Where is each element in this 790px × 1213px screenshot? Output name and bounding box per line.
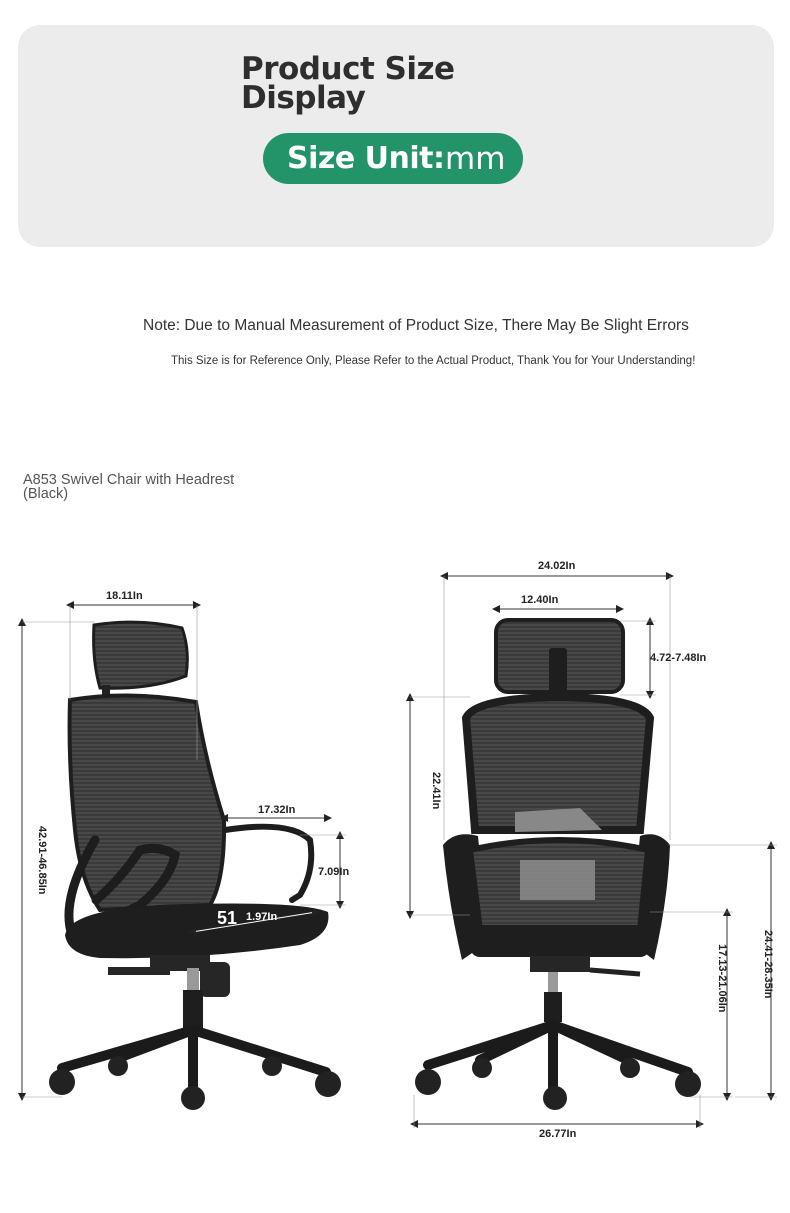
front-view-chair-image [415, 620, 701, 1110]
title-line-1: Product Size [241, 51, 455, 87]
seat-depth-label: 1.97In [246, 911, 278, 923]
measurement-note: Note: Due to Manual Measurement of Product Size, There May Be Slight Errors [143, 317, 689, 334]
title-line-2: Display [241, 80, 366, 116]
side-width-label: 18.11In [106, 590, 143, 602]
seat-height-label: 17.13-21.06In [716, 944, 728, 1013]
base-width-label: 26.77In [539, 1128, 577, 1140]
total-height-label: 42.91-46.85In [36, 826, 48, 895]
armrest-height-label: 7.09In [318, 866, 350, 878]
seat-depth-mm-label: 51 [217, 908, 238, 928]
size-unit-value: mm [445, 141, 506, 177]
back-height-label: 22.41In [430, 772, 442, 810]
armrest-depth-label: 17.32In [258, 804, 296, 816]
headrest-width-label: 12.40In [521, 594, 559, 606]
front-width-label: 24.02In [538, 560, 576, 572]
arm-height-label: 24.41-28.35In [762, 930, 774, 999]
size-unit-label: Size Unit: [287, 141, 445, 176]
headrest-height-label: 4.72-7.48In [650, 652, 707, 664]
side-view-chair-image [49, 622, 341, 1110]
reference-note: This Size is for Reference Only, Please Refer to the Actual Product, Thank You for Your Understanding! [171, 355, 696, 367]
product-name: A853 Swivel Chair with Headrest (Black) [23, 472, 235, 502]
